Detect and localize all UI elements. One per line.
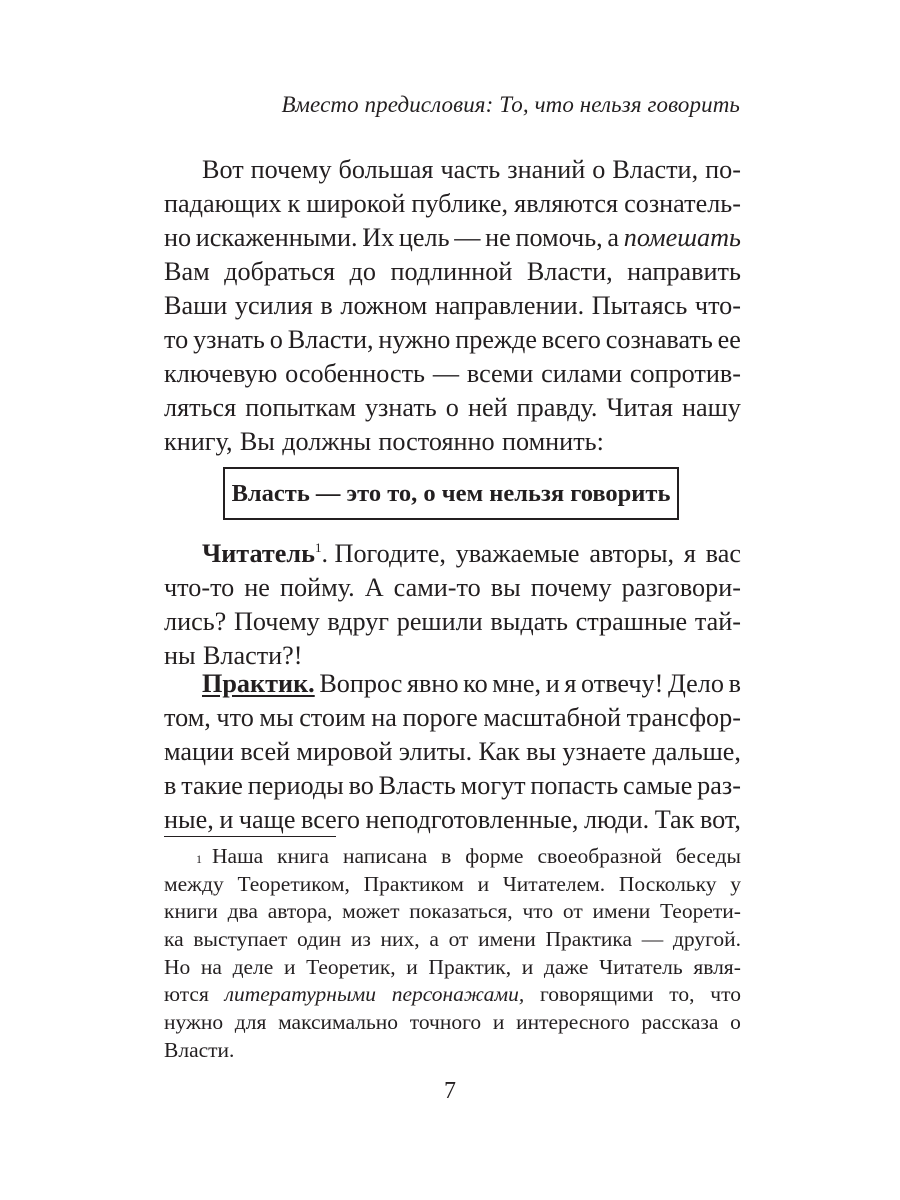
word: интересного bbox=[516, 1010, 630, 1035]
text-line bbox=[164, 605, 741, 639]
word: мировой bbox=[296, 737, 393, 766]
text-line bbox=[164, 391, 741, 425]
word: имени bbox=[478, 927, 536, 952]
word: Ваши bbox=[164, 291, 228, 320]
word: . Погодите, bbox=[321, 539, 446, 568]
word: беседы bbox=[675, 844, 741, 868]
speaker-name: Практик. bbox=[202, 669, 315, 698]
running-head: Вместо предисловия: То, что нельзя говорить bbox=[281, 92, 740, 117]
word: вас bbox=[705, 539, 741, 568]
word: и bbox=[521, 954, 534, 979]
word: уважаемые bbox=[455, 539, 580, 568]
word: широкой bbox=[306, 189, 406, 218]
word: часть bbox=[440, 155, 501, 184]
word: Но bbox=[164, 954, 191, 979]
word: книга bbox=[277, 844, 329, 868]
footnote-line bbox=[164, 898, 741, 926]
footnote-line bbox=[164, 954, 741, 982]
text-line bbox=[164, 769, 741, 803]
word: не bbox=[485, 223, 511, 252]
word: Как bbox=[478, 737, 520, 766]
word: трансфор- bbox=[626, 703, 741, 732]
word: что-то bbox=[164, 573, 235, 602]
text-line bbox=[164, 735, 741, 769]
word: — bbox=[641, 927, 664, 952]
word: большая bbox=[338, 155, 434, 184]
word: Вы bbox=[239, 427, 275, 456]
word: периоды bbox=[247, 771, 344, 800]
word: Теоретиком, bbox=[237, 871, 350, 896]
word: сами-то bbox=[393, 573, 481, 602]
word: литературными bbox=[224, 982, 376, 1007]
word: деле bbox=[232, 954, 274, 979]
word: Их bbox=[362, 223, 395, 252]
footnote-mark: 1 bbox=[196, 852, 202, 866]
word: лись? bbox=[164, 607, 227, 636]
word: показаться, bbox=[409, 899, 513, 924]
word: нужно bbox=[378, 325, 451, 354]
word: книги bbox=[164, 899, 218, 924]
footnote-separator bbox=[164, 836, 336, 837]
word: авторы, bbox=[589, 539, 675, 568]
word: Власти?! bbox=[202, 641, 303, 670]
paragraph-reader bbox=[164, 537, 741, 673]
footnote-line bbox=[164, 1037, 741, 1065]
footnote-line bbox=[164, 1009, 741, 1037]
word: на bbox=[200, 954, 222, 979]
word: ляться bbox=[164, 393, 237, 422]
word: Теорети- bbox=[659, 899, 741, 924]
page-number: 7 bbox=[444, 1078, 456, 1104]
word: о bbox=[269, 325, 283, 354]
footnote-line bbox=[164, 981, 741, 1009]
paragraph-1 bbox=[164, 153, 741, 459]
word: попасть bbox=[530, 771, 619, 800]
word: и bbox=[219, 805, 234, 834]
word: Власти. bbox=[164, 1037, 235, 1062]
text-line bbox=[164, 357, 741, 391]
word: пойму. bbox=[279, 573, 355, 602]
word: неподготовленные, bbox=[365, 805, 579, 834]
word: Власти, bbox=[526, 257, 613, 286]
word: добраться bbox=[224, 257, 336, 286]
footnote-line bbox=[164, 926, 741, 954]
word: я bbox=[564, 669, 577, 698]
word: говорящими bbox=[539, 982, 654, 1007]
word: сознатель- bbox=[624, 189, 741, 218]
word: них, bbox=[380, 927, 420, 952]
word: по- bbox=[705, 155, 741, 184]
word: цель bbox=[398, 223, 450, 252]
word: Поскольку bbox=[618, 871, 717, 896]
word: Практика bbox=[545, 927, 633, 952]
word: что- bbox=[694, 291, 741, 320]
word: попыткам bbox=[245, 393, 356, 422]
word: пороге bbox=[402, 703, 478, 732]
word: имени bbox=[592, 899, 651, 924]
word: автора, bbox=[267, 899, 333, 924]
word: чаще bbox=[238, 805, 296, 834]
word: разговори- bbox=[621, 573, 741, 602]
word: о bbox=[730, 1010, 741, 1035]
word: в bbox=[728, 669, 741, 698]
word: ные, bbox=[164, 805, 214, 834]
word: сознавать bbox=[605, 325, 713, 354]
word: всего bbox=[541, 325, 601, 354]
footnote bbox=[164, 843, 741, 1065]
word: и bbox=[406, 954, 418, 979]
word: и bbox=[492, 1010, 505, 1035]
word: другой. bbox=[672, 927, 741, 952]
text-line bbox=[164, 289, 741, 323]
word: такие bbox=[181, 771, 243, 800]
word: а bbox=[429, 927, 439, 952]
word: а bbox=[607, 223, 620, 252]
word: вдруг bbox=[327, 607, 390, 636]
word: рассказа bbox=[641, 1010, 719, 1035]
word: стоим bbox=[299, 703, 366, 732]
word: постоянно bbox=[378, 427, 495, 456]
word: Власти, bbox=[287, 325, 374, 354]
word: в bbox=[441, 844, 452, 868]
word: элиты. bbox=[398, 737, 473, 766]
word: — bbox=[454, 223, 481, 252]
word: дальше, bbox=[652, 737, 741, 766]
word: книгу, bbox=[164, 427, 233, 456]
word: всеми bbox=[466, 359, 534, 388]
footnote-first-line-text bbox=[212, 843, 741, 871]
word: даже bbox=[543, 954, 589, 979]
word: и bbox=[283, 954, 296, 979]
word: написана bbox=[342, 844, 428, 868]
word: своеобразной bbox=[537, 844, 662, 868]
word: масштабной bbox=[483, 703, 622, 732]
text-line bbox=[164, 571, 741, 605]
word: Практик, bbox=[428, 954, 512, 979]
word: но bbox=[164, 223, 192, 252]
word: может bbox=[342, 899, 400, 924]
word: помешать bbox=[623, 223, 741, 252]
word: мы bbox=[259, 703, 294, 732]
word: — bbox=[432, 359, 460, 388]
text-line bbox=[164, 255, 741, 289]
word: искаженными. bbox=[195, 223, 358, 252]
word: от bbox=[448, 927, 469, 952]
word: выдать bbox=[490, 607, 568, 636]
footnote-reference[interactable]: 1 bbox=[314, 540, 322, 555]
speaker-name: Читатель bbox=[202, 539, 315, 568]
footnote-line bbox=[164, 843, 741, 871]
word: Читая bbox=[606, 393, 673, 422]
text-line bbox=[164, 803, 741, 837]
text-line bbox=[164, 187, 741, 221]
word: во bbox=[348, 771, 374, 800]
word: Читателем. bbox=[502, 871, 606, 896]
word: вот, bbox=[699, 805, 741, 834]
word: вы bbox=[490, 573, 521, 602]
word: А bbox=[364, 573, 384, 602]
word: являются bbox=[514, 189, 619, 218]
word: в bbox=[320, 291, 333, 320]
word: направить bbox=[627, 257, 741, 286]
word: узнаете bbox=[562, 737, 647, 766]
word: нашу bbox=[682, 393, 741, 422]
word: люди. bbox=[583, 805, 650, 834]
word: Вот bbox=[202, 155, 244, 184]
word: для bbox=[234, 1010, 267, 1035]
word: Так bbox=[654, 805, 695, 834]
word: на bbox=[371, 703, 397, 732]
word: самые bbox=[623, 771, 693, 800]
callout-text: Власть — это то, о чем нельзя говорить bbox=[231, 479, 671, 507]
word: о bbox=[592, 155, 606, 184]
word: том, bbox=[164, 703, 211, 732]
word: узнать bbox=[193, 325, 265, 354]
word: между bbox=[164, 871, 224, 896]
word: ключевую bbox=[164, 359, 278, 388]
word: выступает bbox=[193, 927, 288, 952]
word: должны bbox=[282, 427, 372, 456]
word: подлинной bbox=[390, 257, 513, 286]
word: Почему bbox=[233, 607, 320, 636]
word: из bbox=[350, 927, 371, 952]
word: два bbox=[227, 899, 258, 924]
word: Дело bbox=[668, 669, 724, 698]
word: максимально bbox=[278, 1010, 399, 1035]
word: то bbox=[164, 325, 189, 354]
word: особенность bbox=[285, 359, 425, 388]
word: явля- bbox=[693, 954, 741, 979]
word: узнать bbox=[364, 393, 437, 422]
word: усилия bbox=[234, 291, 313, 320]
text-line bbox=[164, 701, 741, 735]
text-line bbox=[164, 221, 741, 255]
word: всей bbox=[240, 737, 291, 766]
word: почему bbox=[250, 155, 332, 184]
word: нужно bbox=[164, 1010, 224, 1035]
word: Практиком bbox=[363, 871, 464, 896]
word: знаний bbox=[507, 155, 586, 184]
word: у bbox=[730, 871, 741, 896]
word: не bbox=[244, 573, 270, 602]
word: и bbox=[477, 871, 490, 896]
word: Вам bbox=[164, 257, 210, 286]
word: тай- bbox=[694, 607, 741, 636]
word: в bbox=[164, 771, 177, 800]
word: ней bbox=[467, 393, 508, 422]
text-line bbox=[164, 537, 741, 571]
word: могут bbox=[460, 771, 526, 800]
word: Наша bbox=[212, 844, 264, 868]
word: правду. bbox=[516, 393, 598, 422]
word: что bbox=[710, 982, 741, 1007]
word: ко bbox=[463, 669, 488, 698]
word: и bbox=[545, 669, 560, 698]
word: ются bbox=[164, 982, 209, 1007]
word: персонажами, bbox=[391, 982, 525, 1007]
word: мации bbox=[164, 737, 235, 766]
callout-box bbox=[223, 467, 679, 520]
text-line bbox=[164, 323, 741, 357]
word: Читатель bbox=[599, 954, 683, 979]
word: падающих bbox=[164, 189, 282, 218]
word: явно bbox=[407, 669, 459, 698]
word: вы bbox=[526, 737, 557, 766]
word: Вопрос bbox=[319, 669, 403, 698]
word: о bbox=[445, 393, 459, 422]
word: отвечу! bbox=[581, 669, 664, 698]
word: форме bbox=[465, 844, 524, 868]
word: решили bbox=[396, 607, 483, 636]
word: раз- bbox=[697, 771, 741, 800]
word: направлении. bbox=[434, 291, 585, 320]
word: ка bbox=[164, 927, 184, 952]
word: Власти, bbox=[612, 155, 699, 184]
word: ны bbox=[164, 641, 196, 670]
word: ложном bbox=[340, 291, 428, 320]
speaker-reader bbox=[202, 537, 446, 571]
word: сопротив- bbox=[629, 359, 741, 388]
paragraph-practitioner bbox=[164, 667, 741, 837]
text-line bbox=[164, 425, 741, 459]
word: ее bbox=[717, 325, 741, 354]
word: страшные bbox=[575, 607, 688, 636]
word: Власть bbox=[378, 771, 456, 800]
word: помнить: bbox=[501, 427, 604, 456]
word: к bbox=[287, 189, 301, 218]
word: Пытаясь bbox=[591, 291, 688, 320]
word: что bbox=[522, 899, 554, 924]
word: точного bbox=[409, 1010, 482, 1035]
word: до bbox=[349, 257, 376, 286]
word: мне, bbox=[492, 669, 542, 698]
footnote-line bbox=[164, 871, 741, 899]
word: почему bbox=[530, 573, 612, 602]
word: всего bbox=[301, 805, 360, 834]
word: Теоретик, bbox=[306, 954, 396, 979]
word: силами bbox=[541, 359, 622, 388]
text-line bbox=[164, 153, 741, 187]
text-line bbox=[164, 667, 741, 701]
word: я bbox=[683, 539, 696, 568]
word: публике, bbox=[411, 189, 509, 218]
word: прежде bbox=[455, 325, 538, 354]
word: от bbox=[562, 899, 583, 924]
word: что bbox=[216, 703, 254, 732]
word: один bbox=[297, 927, 342, 952]
word: помочь, bbox=[515, 223, 603, 252]
word: то, bbox=[669, 982, 695, 1007]
